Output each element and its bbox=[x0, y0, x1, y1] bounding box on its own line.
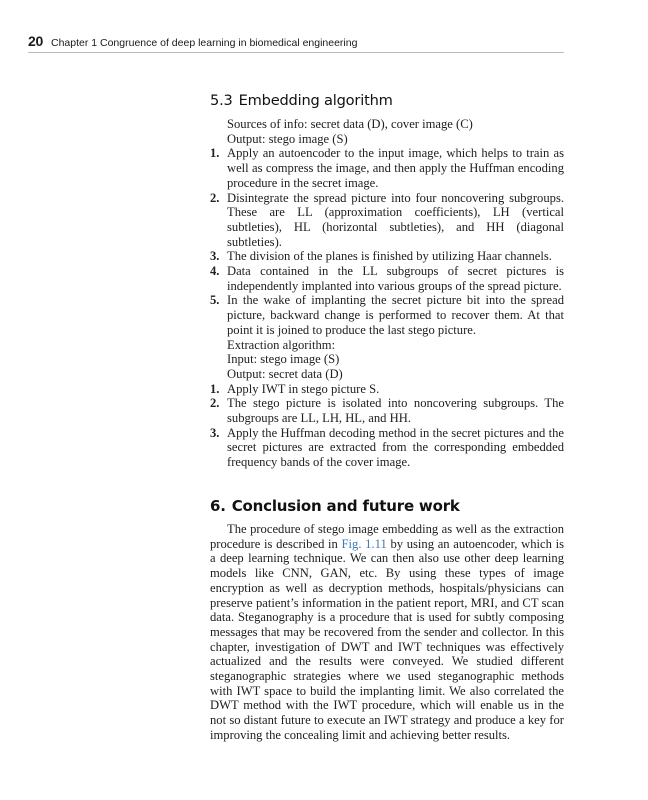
list-item: 1. Apply an autoencoder to the input image, which helps to train as well as compress the image, and then apply the Huffman encoding procedure in the secret image. bbox=[210, 146, 564, 190]
section-number: 6. bbox=[210, 497, 226, 515]
chapter-title: Chapter 1 Congruence of deep learning in biomedical engineering bbox=[50, 37, 358, 49]
section-5-3 bbox=[210, 92, 564, 470]
section-title: Conclusion and future work bbox=[231, 497, 460, 515]
embedding-steps bbox=[210, 146, 564, 337]
conclusion-paragraph: The procedure of stego image embedding as well as the extraction procedure is described in Fig. 1.11 by using an autoencoder, which is a deep learning technique. We can then also use other deep learning models like CNN, GAN, etc. By using these types of image encryption as well as decryption methods, hospitals/physicians can preserve patient’s information in the patient report, MRI, and CT scan data. Steganography is a procedure that is used for subtly composing messages that may be recovered from the sender and collector. In this chapter, investigation of DWT and IWT techniques was effectively actualized and the results were conveyed. We studied different steganographic strategies where we used steganographic methods with IWT space to build the implanting limit. We also correlated the DWT method with the IWT procedure, which will enable us in the not so distant future to execute an IWT strategy and produce a key for improving the concealing limit and achieving better results. bbox=[210, 522, 565, 742]
list-item: 2. The stego picture is isolated into noncovering subgroups. The subgroups are LL, LH, HL, and HH. bbox=[210, 396, 564, 426]
page-number: 20 bbox=[28, 33, 43, 49]
section-6 bbox=[210, 497, 564, 743]
list-item: 1. Apply IWT in stego picture S. bbox=[210, 381, 380, 396]
running-header bbox=[28, 34, 564, 53]
output-line: Output: stego image (S) bbox=[227, 131, 348, 146]
list-item: 3. The division of the planes is finished by utilizing Haar channels. bbox=[210, 249, 552, 264]
extraction-heading: Extraction algorithm: bbox=[227, 337, 336, 352]
sources-line: Sources of info: secret data (D), cover image (C) bbox=[227, 117, 473, 131]
section-title: Embedding algorithm bbox=[238, 92, 393, 109]
section-number: 5.3 bbox=[210, 92, 233, 109]
section-heading bbox=[210, 92, 564, 110]
list-item: 4. Data contained in the LL subgroups of secret pictures is independently implanted into various groups of the spread picture. bbox=[210, 264, 564, 293]
list-item: 5. In the wake of implanting the secret picture bit into the spread picture, backward change is performed to recover them. At that point it is joined to produce the last stego picture. bbox=[210, 293, 564, 337]
extraction-output-line: Output: secret data (D) bbox=[227, 366, 343, 381]
section-heading bbox=[210, 497, 564, 515]
extraction-input-line: Input: stego image (S) bbox=[227, 352, 340, 367]
list-item: 2. Disintegrate the spread picture into four noncovering subgroups. These are LL (approximation coefficients), LH (vertical subtleties), HL (horizontal subtleties), and HH (diagonal subtleties). bbox=[210, 190, 564, 249]
figure-link[interactable]: Fig. 1.11 bbox=[341, 536, 387, 551]
extraction-steps bbox=[210, 382, 564, 470]
list-item: 3. Apply the Huffman decoding method in the secret pictures and the secret pictures are extracted from the corresponding embedded frequency bands of the cover image. bbox=[210, 425, 564, 470]
